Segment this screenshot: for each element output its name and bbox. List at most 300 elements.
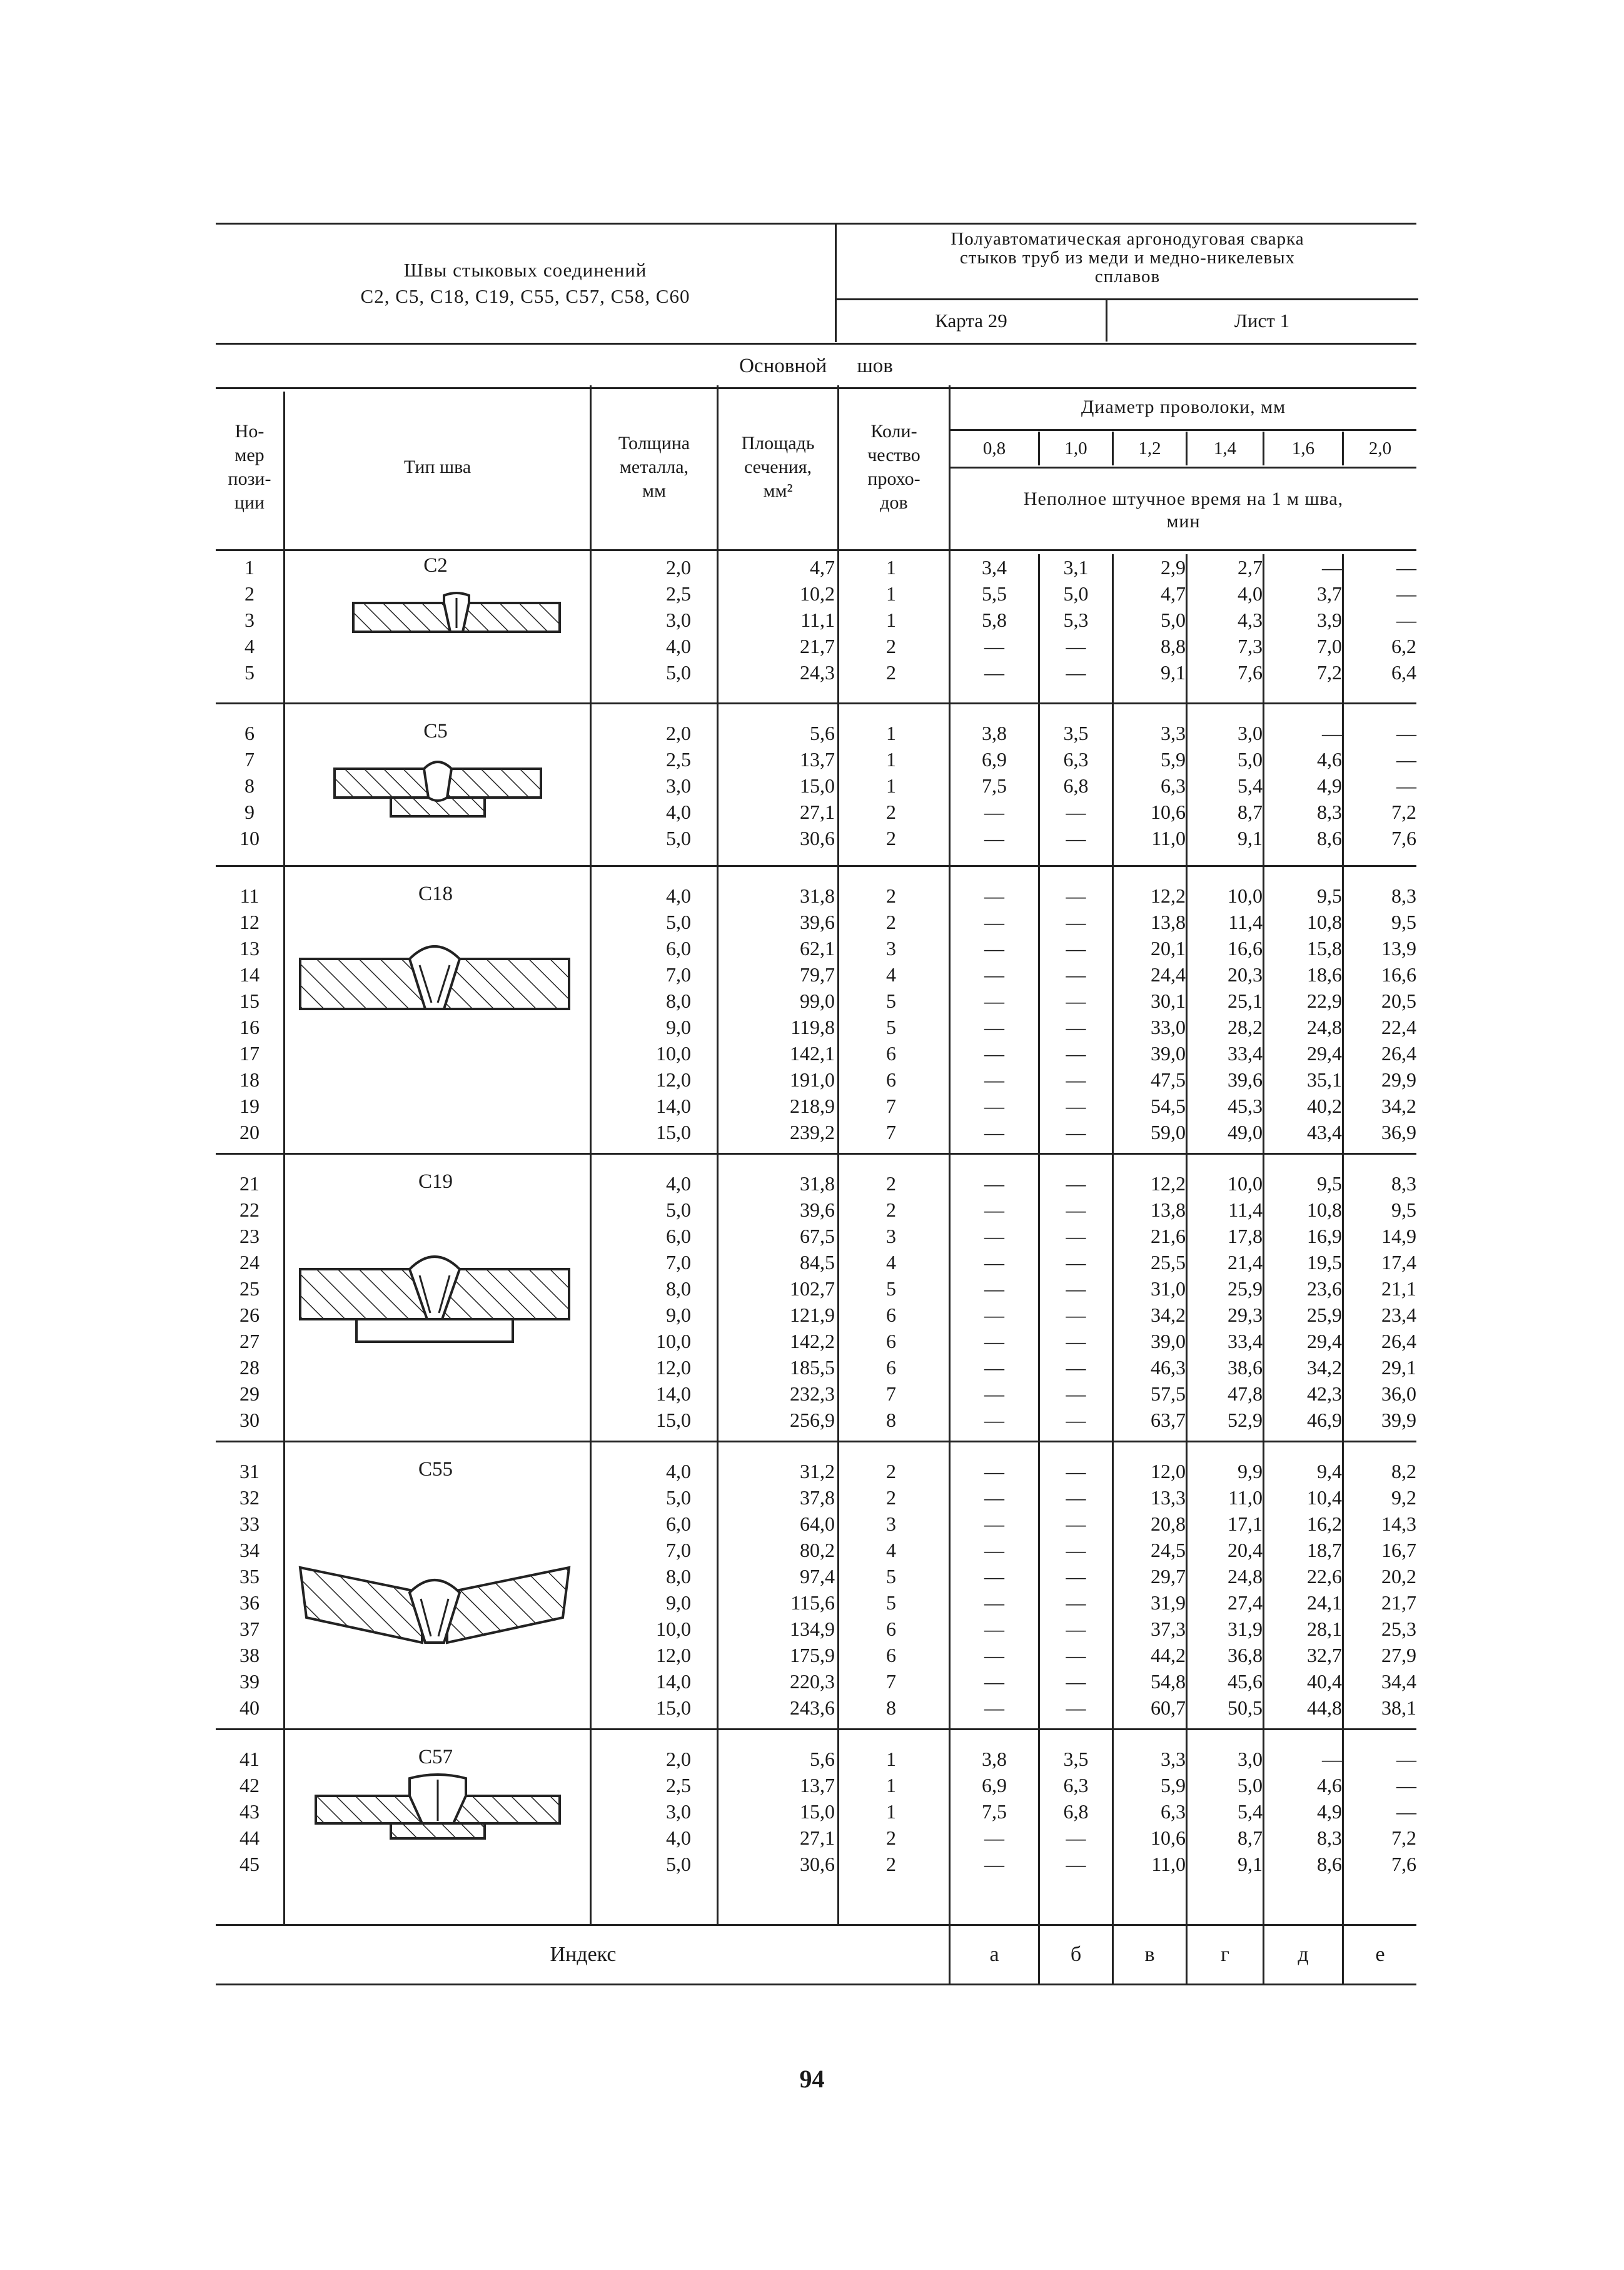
table-row	[216, 1616, 1416, 1642]
cell-num: 3	[245, 609, 255, 631]
cell-num: 24	[240, 1251, 260, 1274]
cell-ve: —	[1396, 774, 1416, 797]
cell-vb: —	[1066, 963, 1086, 986]
cell-vg: 17,1	[1228, 1512, 1263, 1535]
cell-vg: 47,8	[1228, 1382, 1263, 1405]
cell-thk: 5,0	[666, 1486, 691, 1509]
cell-vv: 11,0	[1151, 1853, 1186, 1875]
cell-vd: 4,6	[1317, 1774, 1342, 1796]
cell-vd: 3,9	[1317, 609, 1342, 631]
cell-vd: 29,4	[1307, 1042, 1342, 1065]
cell-area: 5,6	[810, 722, 835, 744]
cell-vv: 2,9	[1161, 556, 1186, 579]
header-left-line2: С2, С5, С18, С19, С55, С57, С58, С60	[360, 285, 690, 307]
cell-va: —	[984, 963, 1004, 986]
cell-thk: 15,0	[656, 1121, 691, 1143]
cell-num: 31	[240, 1460, 260, 1482]
cell-pas: 1	[886, 1800, 896, 1823]
cell-num: 34	[240, 1539, 260, 1561]
cell-vg: 5,4	[1238, 1800, 1263, 1823]
cell-thk: 6,0	[666, 937, 691, 960]
cell-vv: 11,0	[1151, 827, 1186, 849]
cell-area: 27,1	[800, 801, 835, 823]
cell-vb: —	[1066, 1356, 1086, 1379]
cell-thk: 15,0	[656, 1696, 691, 1719]
cell-vd: 8,6	[1317, 1853, 1342, 1875]
cell-vb: —	[1066, 1512, 1086, 1535]
cell-vd: 10,8	[1307, 911, 1342, 933]
table-row	[216, 659, 1416, 686]
cell-thk: 5,0	[666, 827, 691, 849]
cell-ve: 6,2	[1391, 635, 1416, 657]
cell-vb: —	[1066, 1095, 1086, 1117]
cell-pas: 2	[886, 1827, 896, 1849]
cell-ve: 36,0	[1381, 1382, 1416, 1405]
cell-vd: 9,4	[1317, 1460, 1342, 1482]
cell-area: 99,0	[800, 990, 835, 1012]
cell-va: —	[984, 1565, 1004, 1588]
cell-ve: —	[1396, 1748, 1416, 1770]
cell-num: 6	[245, 722, 255, 744]
cell-vd: —	[1322, 556, 1342, 579]
cell-va: 3,8	[982, 722, 1007, 744]
cell-vb: —	[1066, 1565, 1086, 1588]
cell-va: —	[984, 661, 1004, 684]
cell-vv: 20,8	[1151, 1512, 1186, 1535]
cell-vv: 54,5	[1151, 1095, 1186, 1117]
table-row	[216, 1170, 1416, 1197]
cell-thk: 14,0	[656, 1095, 691, 1117]
cell-thk: 7,0	[666, 1539, 691, 1561]
cell-vb: —	[1066, 1409, 1086, 1431]
cell-vd: 28,1	[1307, 1618, 1342, 1640]
seam-group-С18	[216, 883, 1416, 1164]
header-process	[835, 225, 1418, 342]
cell-area: 185,5	[790, 1356, 835, 1379]
table-row	[216, 1275, 1416, 1302]
cell-thk: 8,0	[666, 990, 691, 1012]
section-title: Основной шов	[216, 343, 1416, 389]
cell-thk: 4,0	[666, 884, 691, 907]
cell-pas: 2	[886, 1460, 896, 1482]
cell-area: 30,6	[800, 1853, 835, 1875]
cell-va: 7,5	[982, 1800, 1007, 1823]
cell-vd: 9,5	[1317, 884, 1342, 907]
cell-vd: 23,6	[1307, 1277, 1342, 1300]
cell-ve: 8,3	[1391, 1172, 1416, 1195]
cell-vv: 3,3	[1161, 1748, 1186, 1770]
cell-vg: 3,0	[1238, 722, 1263, 744]
seam-type-label: С57	[418, 1746, 453, 1768]
cell-pas: 2	[886, 1486, 896, 1509]
seam-type-label: С5	[423, 720, 448, 742]
cell-area: 21,7	[800, 635, 835, 657]
cell-thk: 12,0	[656, 1356, 691, 1379]
table-row	[216, 1851, 1416, 1877]
cell-vv: 21,6	[1151, 1225, 1186, 1247]
cell-vd: 34,2	[1307, 1356, 1342, 1379]
col-thickness: Толщина металла, мм	[618, 433, 690, 501]
cell-thk: 4,0	[666, 801, 691, 823]
cell-vb: —	[1066, 1591, 1086, 1614]
cell-vb: —	[1066, 1644, 1086, 1666]
cell-vd: 4,9	[1317, 1800, 1342, 1823]
table-row	[216, 720, 1416, 746]
cell-vd: 40,2	[1307, 1095, 1342, 1117]
table-row	[216, 1746, 1416, 1772]
cell-vv: 59,0	[1151, 1121, 1186, 1143]
cell-num: 17	[240, 1042, 260, 1065]
cell-vd: 8,3	[1317, 1827, 1342, 1849]
cell-ve: 29,9	[1381, 1068, 1416, 1091]
cell-vg: 33,4	[1228, 1042, 1263, 1065]
cell-va: 5,8	[982, 609, 1007, 631]
table-row	[216, 607, 1416, 633]
cell-vv: 31,9	[1151, 1591, 1186, 1614]
cell-ve: 9,5	[1391, 911, 1416, 933]
cell-pas: 1	[886, 1774, 896, 1796]
cell-vd: 24,1	[1307, 1591, 1342, 1614]
cell-vd: 8,6	[1317, 827, 1342, 849]
cell-thk: 14,0	[656, 1382, 691, 1405]
cell-pas: 5	[886, 990, 896, 1012]
cell-thk: 9,0	[666, 1016, 691, 1038]
cell-vg: 24,8	[1228, 1565, 1263, 1588]
cell-vv: 46,3	[1151, 1356, 1186, 1379]
cell-num: 27	[240, 1330, 260, 1352]
seam-group-С57	[216, 1746, 1416, 1896]
cell-vg: 31,9	[1228, 1618, 1263, 1640]
cell-pas: 5	[886, 1591, 896, 1614]
cell-ve: 7,2	[1391, 801, 1416, 823]
cell-va: —	[984, 1042, 1004, 1065]
table-row	[216, 773, 1416, 799]
cell-ve: 8,3	[1391, 884, 1416, 907]
cell-area: 232,3	[790, 1382, 835, 1405]
cell-pas: 6	[886, 1068, 896, 1091]
cell-va: —	[984, 1618, 1004, 1640]
cell-vg: 28,2	[1228, 1016, 1263, 1038]
cell-area: 11,1	[800, 609, 835, 631]
cell-thk: 5,0	[666, 1853, 691, 1875]
cell-num: 29	[240, 1382, 260, 1405]
cell-vv: 57,5	[1151, 1382, 1186, 1405]
index-d: д	[1298, 1943, 1309, 1966]
cell-ve: 7,2	[1391, 1827, 1416, 1849]
table-row	[216, 825, 1416, 851]
col-seam-type: Тип шва	[403, 457, 472, 477]
cell-area: 15,0	[800, 774, 835, 797]
cell-num: 12	[240, 911, 260, 933]
cell-va: 5,5	[982, 582, 1007, 605]
cell-ve: 13,9	[1381, 937, 1416, 960]
cell-num: 1	[245, 556, 255, 579]
cell-va: 7,5	[982, 774, 1007, 797]
cell-num: 33	[240, 1512, 260, 1535]
cell-area: 62,1	[800, 937, 835, 960]
cell-pas: 6	[886, 1304, 896, 1326]
cell-ve: 7,6	[1391, 1853, 1416, 1875]
table-row	[216, 988, 1416, 1014]
cell-vd: 42,3	[1307, 1382, 1342, 1405]
cell-vv: 13,3	[1151, 1486, 1186, 1509]
cell-num: 38	[240, 1644, 260, 1666]
process-title-line2: стыков труб из меди и медно-никелевых	[959, 248, 1296, 268]
cell-ve: 26,4	[1381, 1330, 1416, 1352]
cell-vg: 9,1	[1238, 1853, 1263, 1875]
cell-area: 119,8	[790, 1016, 835, 1038]
cell-ve: 6,4	[1391, 661, 1416, 684]
cell-vd: 15,8	[1307, 937, 1342, 960]
cell-va: —	[984, 1460, 1004, 1482]
cell-num: 13	[240, 937, 260, 960]
cell-vb: —	[1066, 1670, 1086, 1693]
cell-pas: 2	[886, 1853, 896, 1875]
cell-num: 20	[240, 1121, 260, 1143]
cell-area: 13,7	[800, 1774, 835, 1796]
cell-area: 13,7	[800, 748, 835, 771]
cell-thk: 2,5	[666, 748, 691, 771]
cell-area: 84,5	[800, 1251, 835, 1274]
cell-vg: 49,0	[1228, 1121, 1263, 1143]
cell-ve: 26,4	[1381, 1042, 1416, 1065]
sheet-number: Лист 1	[1234, 310, 1290, 332]
cell-vb: 3,5	[1063, 1748, 1089, 1770]
cell-area: 37,8	[800, 1486, 835, 1509]
cell-vg: 29,3	[1228, 1304, 1263, 1326]
cell-num: 40	[240, 1696, 260, 1719]
time-title: Неполное штучное время на 1 м шва, мин	[1023, 489, 1344, 532]
cell-vb: —	[1066, 1068, 1086, 1091]
cell-vb: —	[1066, 635, 1086, 657]
cell-ve: 39,9	[1381, 1409, 1416, 1431]
cell-pas: 7	[886, 1121, 896, 1143]
cell-ve: 17,4	[1381, 1251, 1416, 1274]
cell-num: 26	[240, 1304, 260, 1326]
cell-vv: 24,4	[1151, 963, 1186, 986]
cell-vb: 5,3	[1063, 609, 1089, 631]
header-left-line1: Швы стыковых соединений	[403, 259, 647, 281]
cell-thk: 9,0	[666, 1591, 691, 1614]
cell-vg: 16,6	[1228, 937, 1263, 960]
cell-area: 256,9	[790, 1409, 835, 1431]
table-row	[216, 799, 1416, 825]
cell-vb: —	[1066, 1382, 1086, 1405]
cell-vb: —	[1066, 827, 1086, 849]
cell-thk: 2,5	[666, 582, 691, 605]
table-row	[216, 1302, 1416, 1328]
cell-vv: 3,3	[1161, 722, 1186, 744]
cell-vd: 7,2	[1317, 661, 1342, 684]
cell-pas: 2	[886, 801, 896, 823]
cell-vv: 6,3	[1161, 1800, 1186, 1823]
cell-vd: 25,9	[1307, 1304, 1342, 1326]
process-title-line1: Полуавтоматическая аргонодуговая сварка	[951, 229, 1304, 249]
table-row	[216, 1484, 1416, 1511]
cell-num: 10	[240, 827, 260, 849]
cell-vd: 3,7	[1317, 582, 1342, 605]
cell-num: 21	[240, 1172, 260, 1195]
cell-vd: 22,6	[1307, 1565, 1342, 1588]
cell-thk: 8,0	[666, 1565, 691, 1588]
table-row	[216, 1589, 1416, 1616]
cell-area: 142,2	[790, 1330, 835, 1352]
cell-vb: —	[1066, 1618, 1086, 1640]
cell-vd: —	[1322, 722, 1342, 744]
cell-vg: 50,5	[1228, 1696, 1263, 1719]
cell-pas: 6	[886, 1330, 896, 1352]
cell-vg: 20,4	[1228, 1539, 1263, 1561]
cell-va: —	[984, 911, 1004, 933]
cell-vb: —	[1066, 1225, 1086, 1247]
cell-vd: 10,4	[1307, 1486, 1342, 1509]
cell-pas: 8	[886, 1696, 896, 1719]
cell-vv: 4,7	[1161, 582, 1186, 605]
cell-num: 15	[240, 990, 260, 1012]
cell-vv: 25,5	[1151, 1251, 1186, 1274]
cell-ve: 34,2	[1381, 1095, 1416, 1117]
cell-vb: 6,3	[1063, 748, 1089, 771]
seam-type-label: С18	[418, 883, 453, 905]
cell-num: 35	[240, 1565, 260, 1588]
cell-vv: 31,0	[1151, 1277, 1186, 1300]
cell-pas: 1	[886, 748, 896, 771]
cell-vb: 5,0	[1063, 582, 1089, 605]
group-separator	[216, 1441, 1416, 1442]
cell-num: 19	[240, 1095, 260, 1117]
cell-num: 7	[245, 748, 255, 771]
cell-area: 218,9	[790, 1095, 835, 1117]
cell-pas: 2	[886, 635, 896, 657]
col-passes: Коли- чество прохо- дов	[867, 421, 920, 513]
cell-ve: 29,1	[1381, 1356, 1416, 1379]
cell-vg: 5,0	[1238, 1774, 1263, 1796]
cell-thk: 4,0	[666, 1827, 691, 1849]
table-row	[216, 1067, 1416, 1093]
cell-pas: 7	[886, 1095, 896, 1117]
cell-area: 31,8	[800, 884, 835, 907]
table-row	[216, 554, 1416, 580]
cell-pas: 2	[886, 1172, 896, 1195]
diameter-0-8: 0,8	[982, 438, 1006, 459]
cell-ve: 22,4	[1381, 1016, 1416, 1038]
cell-area: 15,0	[800, 1800, 835, 1823]
cell-vd: 16,9	[1307, 1225, 1342, 1247]
cell-ve: —	[1396, 609, 1416, 631]
cell-va: —	[984, 1016, 1004, 1038]
cell-thk: 3,0	[666, 1800, 691, 1823]
cell-ve: —	[1396, 556, 1416, 579]
index-b: б	[1070, 1943, 1082, 1966]
cell-area: 102,7	[790, 1277, 835, 1300]
cell-thk: 2,0	[666, 722, 691, 744]
cell-pas: 1	[886, 722, 896, 744]
cell-pas: 4	[886, 963, 896, 986]
cell-pas: 1	[886, 609, 896, 631]
cell-va: —	[984, 1121, 1004, 1143]
cell-va: —	[984, 1670, 1004, 1693]
cell-va: —	[984, 1382, 1004, 1405]
cell-area: 39,6	[800, 911, 835, 933]
cell-vd: 29,4	[1307, 1330, 1342, 1352]
cell-area: 24,3	[800, 661, 835, 684]
cell-vv: 24,5	[1151, 1539, 1186, 1561]
cell-vb: —	[1066, 1277, 1086, 1300]
cell-vg: 17,8	[1228, 1225, 1263, 1247]
cell-va: —	[984, 937, 1004, 960]
cell-vg: 36,8	[1228, 1644, 1263, 1666]
cell-num: 36	[240, 1591, 260, 1614]
col-area: Площадь сечения, мм²	[741, 433, 815, 501]
cell-vb: —	[1066, 1696, 1086, 1719]
cell-vv: 47,5	[1151, 1068, 1186, 1091]
index-v: в	[1144, 1943, 1155, 1966]
cell-vg: 20,3	[1228, 963, 1263, 986]
cell-area: 10,2	[800, 582, 835, 605]
card-header	[216, 223, 1416, 342]
cell-area: 79,7	[800, 963, 835, 986]
cell-vv: 8,8	[1161, 635, 1186, 657]
cell-va: 6,9	[982, 1774, 1007, 1796]
cell-va: —	[984, 1277, 1004, 1300]
cell-thk: 4,0	[666, 1172, 691, 1195]
table-header	[216, 385, 1416, 551]
cell-thk: 2,0	[666, 1748, 691, 1770]
cell-vb: —	[1066, 911, 1086, 933]
cell-va: —	[984, 1853, 1004, 1875]
cell-pas: 2	[886, 884, 896, 907]
seam-type-label: С19	[418, 1170, 453, 1193]
cell-pas: 3	[886, 1225, 896, 1247]
cell-vg: 8,7	[1238, 1827, 1263, 1849]
cell-va: —	[984, 1198, 1004, 1221]
cell-thk: 10,0	[656, 1618, 691, 1640]
cell-pas: 5	[886, 1016, 896, 1038]
cell-thk: 14,0	[656, 1670, 691, 1693]
cell-vg: 5,0	[1238, 748, 1263, 771]
cell-ve: 23,4	[1381, 1304, 1416, 1326]
cell-pas: 5	[886, 1277, 896, 1300]
cell-thk: 7,0	[666, 1251, 691, 1274]
cell-vd: 44,8	[1307, 1696, 1342, 1719]
cell-area: 31,8	[800, 1172, 835, 1195]
cell-vb: —	[1066, 990, 1086, 1012]
cell-vg: 5,4	[1238, 774, 1263, 797]
cell-vb: —	[1066, 661, 1086, 684]
cell-thk: 10,0	[656, 1330, 691, 1352]
diameter-2-0: 2,0	[1368, 438, 1392, 459]
cell-vv: 13,8	[1151, 911, 1186, 933]
cell-vb: —	[1066, 1539, 1086, 1561]
cell-ve: 20,5	[1381, 990, 1416, 1012]
cell-pas: 7	[886, 1382, 896, 1405]
cell-thk: 4,0	[666, 635, 691, 657]
cell-ve: 7,6	[1391, 827, 1416, 849]
table-row	[216, 580, 1416, 607]
cell-num: 32	[240, 1486, 260, 1509]
cell-num: 8	[245, 774, 255, 797]
cell-ve: 34,4	[1381, 1670, 1416, 1693]
cell-ve: —	[1396, 1800, 1416, 1823]
diameter-title: Диаметр проволоки, мм	[1081, 397, 1286, 417]
cell-vv: 29,7	[1151, 1565, 1186, 1588]
cell-va: —	[984, 1251, 1004, 1274]
cell-vg: 11,4	[1228, 1198, 1263, 1221]
cell-thk: 12,0	[656, 1068, 691, 1091]
cell-vg: 3,0	[1238, 1748, 1263, 1770]
cell-vv: 12,2	[1151, 884, 1186, 907]
table-row	[216, 1223, 1416, 1249]
